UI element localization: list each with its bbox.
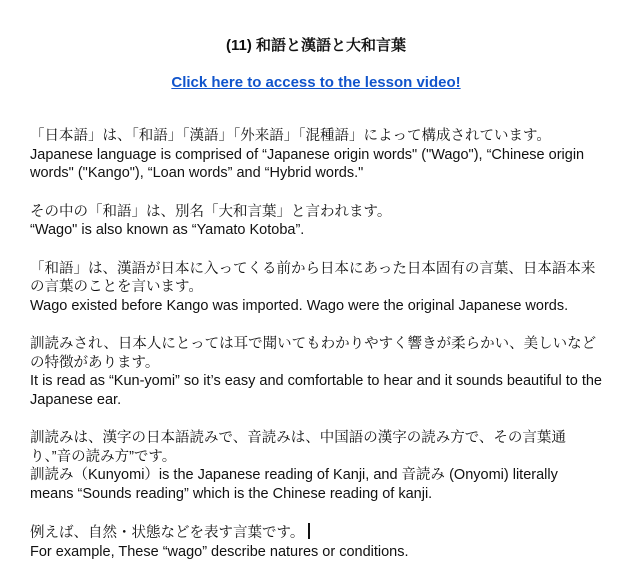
text-cursor bbox=[308, 523, 310, 539]
english-text: Japanese language is comprised of “Japanese origin words" ("Wago"), “Chinese origin words" ("Kango"), “Loan words” and “Hybrid words." bbox=[30, 146, 585, 181]
document-title: (11) 和語と漢語と大和言葉 bbox=[225, 37, 407, 54]
japanese-text: その中の「和語」は、別名「大和言葉」と言われます。 bbox=[30, 203, 392, 220]
english-text: For example, These “wago” describe natures or conditions. bbox=[30, 543, 409, 560]
content-blocks bbox=[30, 127, 602, 561]
japanese-text: 例えば、自然・状態などを表す言葉です。 bbox=[30, 525, 305, 541]
lesson-link-line bbox=[30, 73, 602, 93]
japanese-text-editable[interactable] bbox=[30, 523, 602, 543]
paragraph-composition bbox=[30, 127, 602, 183]
paragraph-kunyomi-onyomi bbox=[30, 429, 602, 503]
japanese-text: 「日本語」は、「和語」「漢語」「外来語」「混種語」によって構成されています。 bbox=[30, 128, 551, 144]
lesson-video-link[interactable]: Click here to access to the lesson video! bbox=[171, 74, 461, 91]
paragraph-kunyomi-feel bbox=[30, 335, 602, 409]
paragraph-example bbox=[30, 523, 602, 561]
english-text: 訓読み（Kunyomi）is the Japanese reading of Kanji, and 音読み (Onyomi) literally means “Sounds reading” which is the Chinese reading of kanji. bbox=[30, 467, 558, 502]
paragraph-wago-origin bbox=[30, 260, 602, 316]
japanese-text: 訓読みされ、日本人にとっては耳で聞いてもわかりやすく響きが柔らかい、美しいなどの特徴があります。 bbox=[30, 336, 597, 371]
paragraph-yamato-kotoba bbox=[30, 203, 602, 240]
english-text: It is read as “Kun-yomi” so it’s easy and comfortable to hear and it sounds beautiful to the Japanese ear. bbox=[30, 373, 602, 408]
english-text: Wago existed before Kango was imported. Wago were the original Japanese words. bbox=[30, 297, 569, 314]
english-text: “Wago" is also known as “Yamato Kotoba”. bbox=[30, 222, 305, 238]
document-page bbox=[30, 36, 602, 581]
japanese-text: 「和語」は、漢語が日本に入ってくる前から日本にあった日本固有の言葉、日本語本来の言葉のことを言います。 bbox=[30, 260, 596, 295]
japanese-text: 訓読みは、漢字の日本語読みで、音読みは、中国語の漢字の読み方で、その言葉通り、”音の読み方”です。 bbox=[30, 430, 566, 465]
